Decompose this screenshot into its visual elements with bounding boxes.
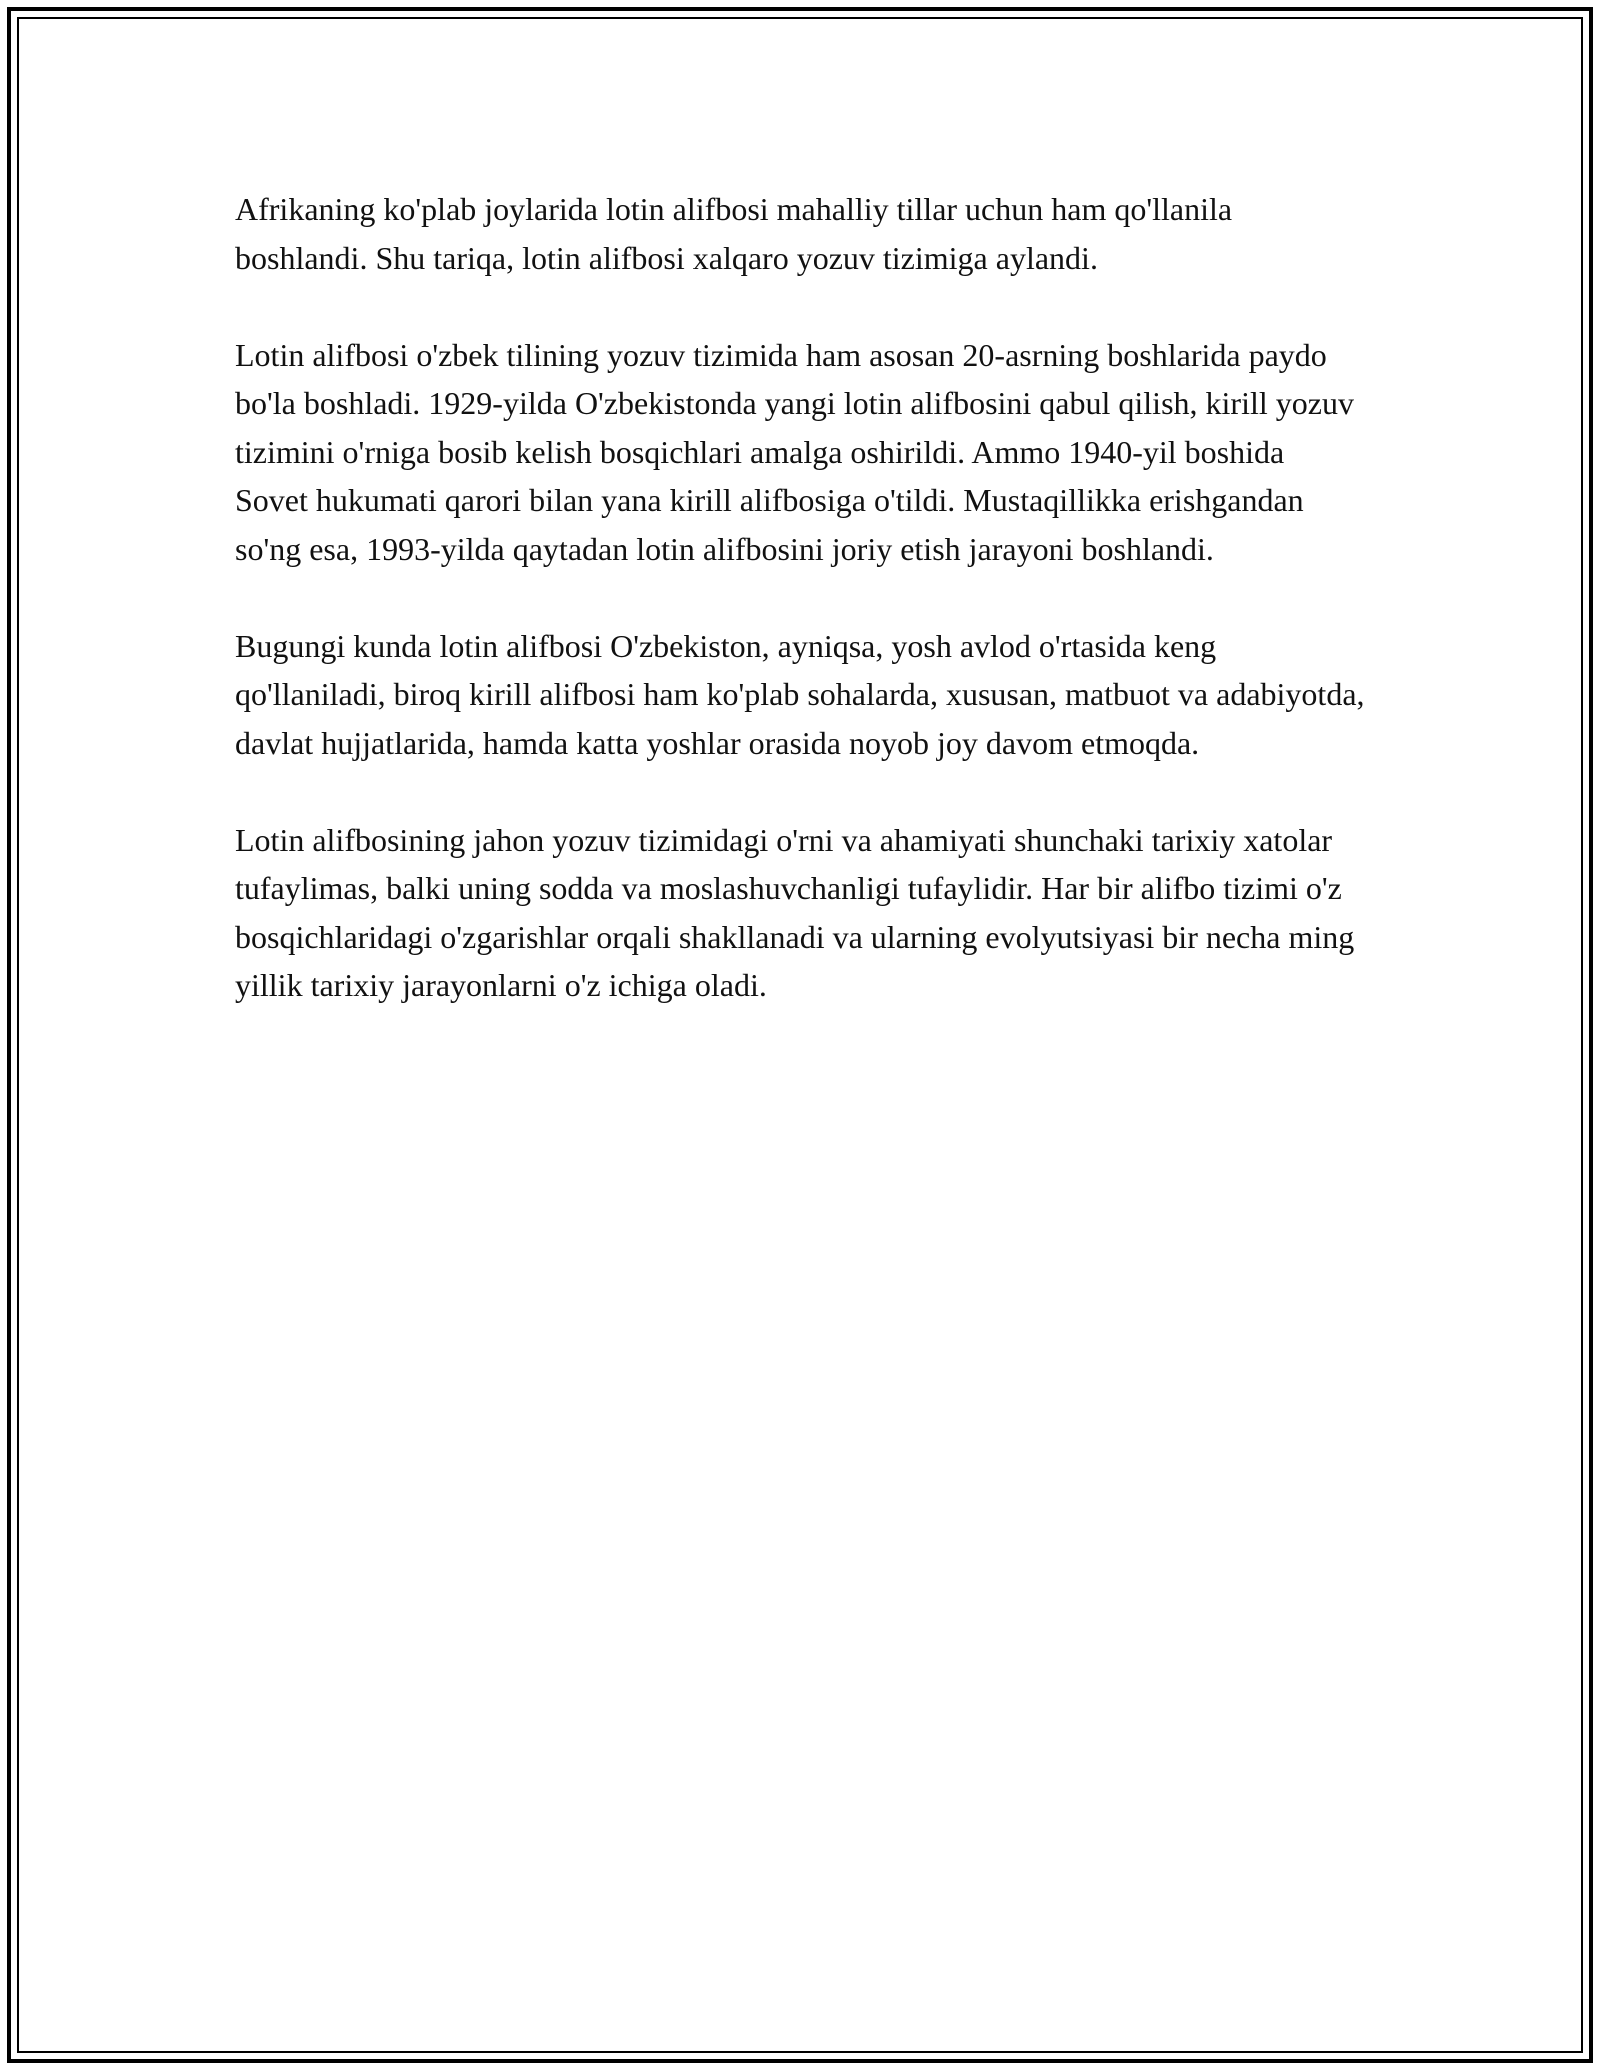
paragraph-3: Bugungi kunda lotin alifbosi O'zbekiston, ayniqsa, yosh avlod o'rtasida keng qo'llaniladi, biroq kirill alifbosi ham ko'plab sohalarda, xususan, matbuot va adabiyotda, davlat hujjatlarida, hamda katta yoshlar orasida noyob joy davom etmoqda. (235, 627, 1365, 761)
paragraph-1: Afrikaning ko'plab joylarida lotin alifbosi mahalliy tillar uchun ham qo'llanila boshlandi. Shu tariqa, lotin alifbosi xalqaro yozuv tizimiga aylandi. (235, 191, 1233, 276)
paragraph-2: Lotin alifbosi o'zbek tilining yozuv tizimida ham asosan 20-asrning boshlarida paydo bo'la boshladi. 1929-yilda O'zbekistonda yangi lotin alifbosini qabul qilish, kirill yozuv tizimini o'rniga bosib kelish bosqichlari amalga oshirildi. Ammo 1940-yil boshida Sovet hukumati qarori bilan yana kirill alifbosiga o'tildi. Mustaqillikka erishgandan so'ng esa, 1993-yilda qaytadan lotin alifbosini joriy etish jarayoni boshlandi. (235, 336, 1354, 567)
paragraph-4: Lotin alifbosining jahon yozuv tizimidagi o'rni va ahamiyati shunchaki tarixiy xatolar tufaylimas, balki uning sodda va moslashuvchanligi tufaylidir. Har bir alifbo tizimi o'z bosqichlaridagi o'zgarishlar orqali shakllanadi va ularning evolyutsiyasi bir necha ming yillik tarixiy jarayonlarni o'z ichiga oladi. (235, 821, 1355, 1003)
document-body (235, 185, 1365, 1058)
